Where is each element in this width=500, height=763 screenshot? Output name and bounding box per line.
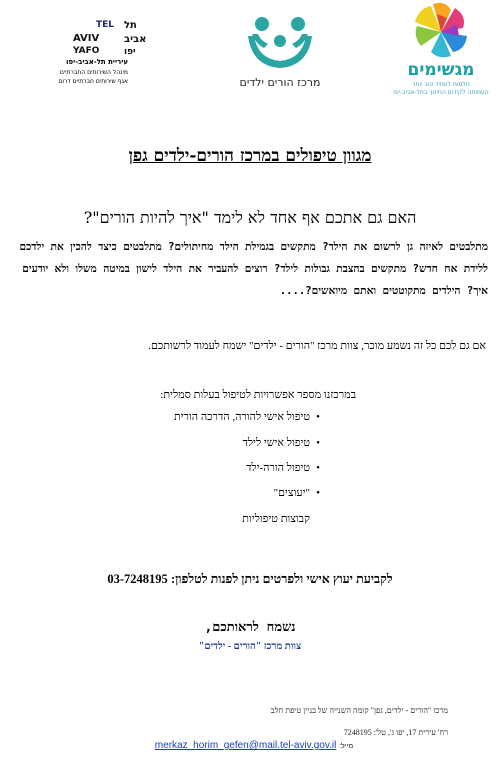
municipality-department: מינהל השירותים החברתיים [59,69,128,76]
parents-children-center-logo [238,14,322,89]
options-intro: במרכזנו מספר אפשרויות לטיפול בעלות סמלית: [160,389,356,401]
question-paragraph: מתלבטים לאיזה גן לרשום את הילד? מתקשים בגמילת הילד מחיתולים? מתלבטים כיצד להכין את ילדכם ללידת אח חדש? מתקשים בהצבת גבולות לילד? רוצים להעביר את הילד לישון במיטה משלו ולא יודעים איך? הילדים מתקוטטים ואתם מיואשים?.... [19,241,488,297]
list-item: •טיפול אישי להורה, הדרכה הורית [174,411,326,423]
mashimim-title: מגשימים [407,60,475,80]
mashimim-tagline: תלמות לעתיד טוב יותר [412,81,470,88]
logo-latin-yafo: YAFO [73,46,100,56]
list-item: •טיפול הורה-ילד [246,462,326,474]
team-paragraph: אם גם לכם כל זה נשמע מוכר, צוות מרכז "הורים - ילדים" ישמח לעמוד לרשותכם. [148,340,486,352]
list-item: קבוצות טיפוליות [242,513,310,525]
email-label: מייל: [339,743,354,750]
address-line: מרכז "הורים - ילדים, גפן" קומה השנייה של בניין טיפת חלב [270,706,448,715]
bullet-icon: • [316,462,320,474]
bullet-icon: • [316,411,320,423]
tel-aviv-yafo-logo-mark [70,14,147,57]
contact-phone-line: לקביעת יעוץ אישי ולפרטים ניתן לפנות לטלפון: 03-7248195 [107,572,393,586]
footer-address [60,700,448,744]
closing-greeting: נשמח לראותכם, [204,620,296,635]
pinwheel-flower-icon [386,0,496,60]
svg-text:יפו: יפו [124,47,136,57]
mashimim-association-name: העמותה לקידום החינוך בתל-אביב-יפו [393,89,489,96]
family-figures-icon [238,14,322,74]
mashimim-logo [386,0,496,96]
svg-text:תל: תל [124,20,137,31]
municipality-logo [6,14,147,85]
page-title: מגוון טיפולים במרכז הורים-ילדים גפן [128,146,372,166]
address-line: רח' עירית 17, יפו ג', טל': 7248195 [343,728,448,737]
bullet-icon: • [316,487,320,499]
list-item: •טיפול אישי לילד [243,437,326,449]
list-item: •"יעוצים" [274,487,326,499]
email-link[interactable]: merkaz_horim_gefen@mail.tel-aviv.gov.il [154,740,337,751]
center-logo-name: מרכז הורים ילדים [239,76,321,89]
logo-latin-aviv: AVIV [73,33,100,44]
question-heading: האם גם אתכם אף אחד לא לימד "איך להיות הורים"? [83,208,417,227]
svg-text:אביב: אביב [124,34,147,45]
bullet-icon: • [316,437,320,449]
footer-email-row [60,740,448,751]
municipality-division: אגף שירותים חברתיים דרום [58,78,128,85]
logo-latin-tel: TEL [96,20,115,30]
closing-signature: צוות מרכז "הורים - ילדים" [198,641,302,652]
municipality-name: עיריית תל-אביב-יפו [66,58,128,66]
